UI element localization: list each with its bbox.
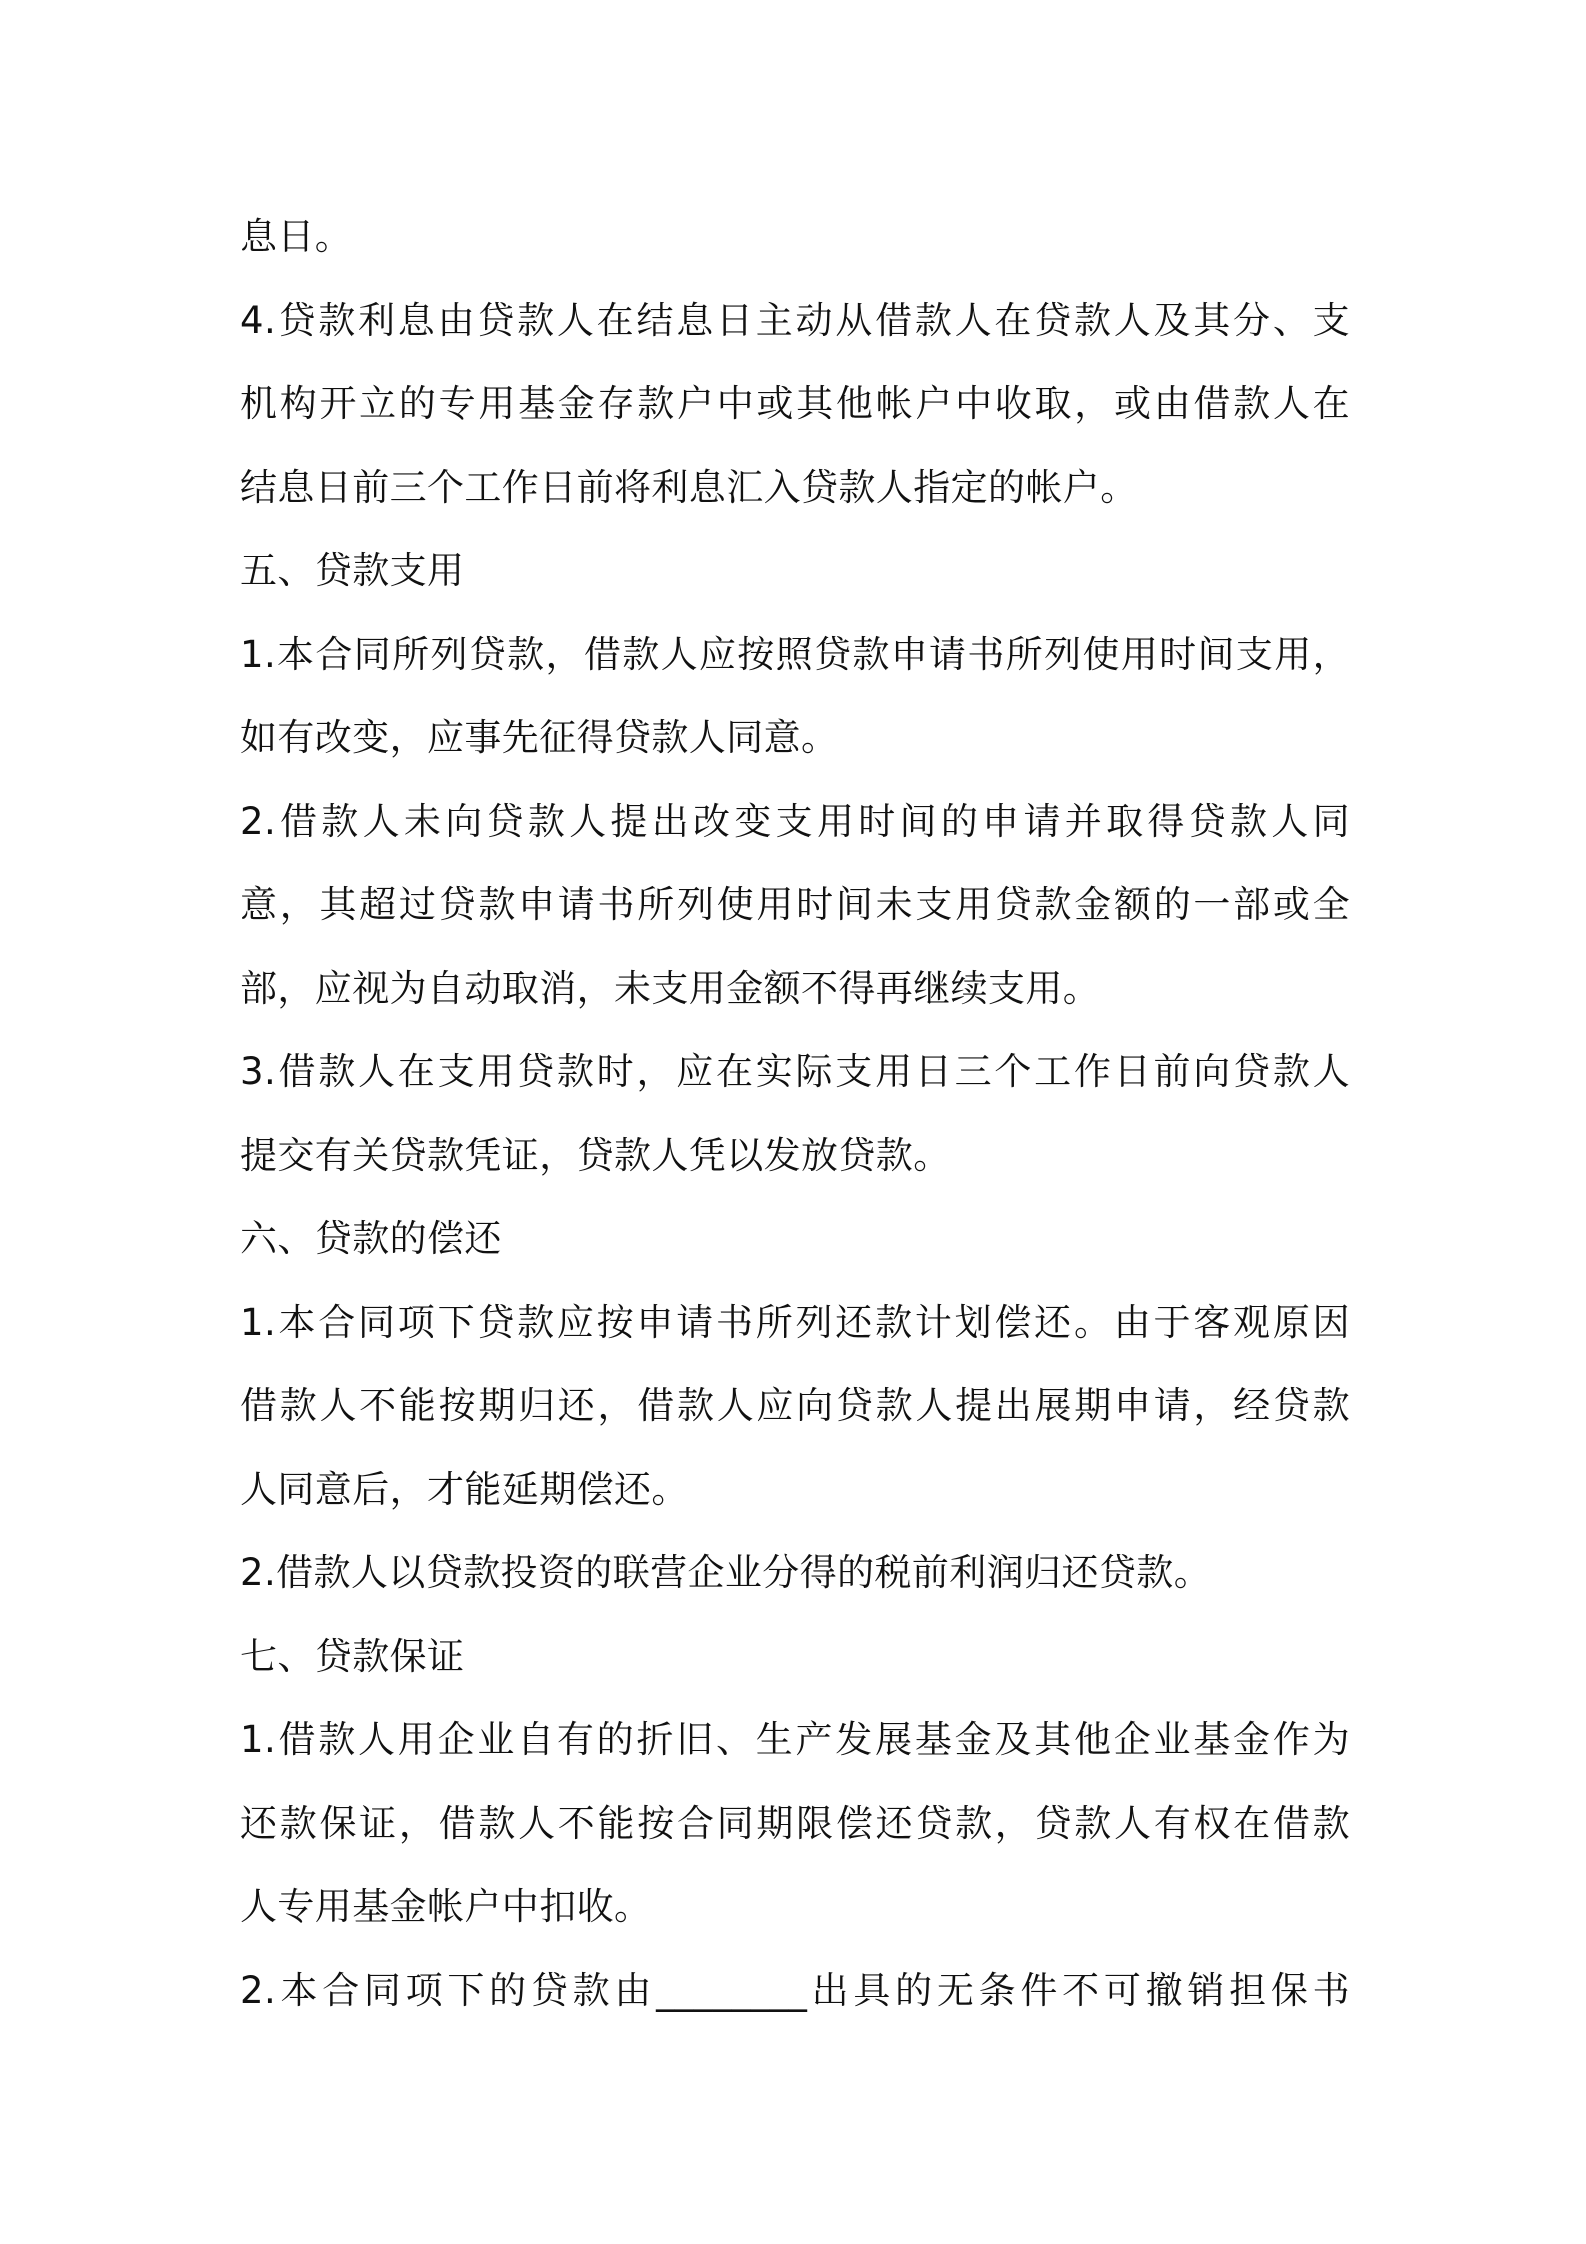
paragraph-line: 2.本合同项下的贷款由________出具的无条件不可撤销担保书 [240,1968,1350,2012]
paragraph-line: 人同意后，才能延期偿还。 [240,1467,689,1511]
paragraph-line: 还款保证，借款人不能按合同期限偿还贷款，贷款人有权在借款 [240,1801,1350,1845]
document-body [240,195,1350,2032]
paragraph-line: 1.本合同所列贷款，借款人应按照贷款申请书所列使用时间支用， [240,632,1350,676]
paragraph-line: 结息日前三个工作日前将利息汇入贷款人指定的帐户。 [240,465,1138,509]
paragraph-line: 意，其超过贷款申请书所列使用时间未支用贷款金额的一部或全 [240,883,1350,926]
section-heading: 七、贷款保证 [240,1634,465,1678]
section-heading: 六、贷款的偿还 [240,1217,502,1260]
paragraph-line: 3.借款人在支用贷款时，应在实际支用日三个工作日前向贷款人 [240,1050,1350,1093]
paragraph-line: 如有改变，应事先征得贷款人同意。 [240,716,839,759]
paragraph-line: 部，应视为自动取消，未支用金额不得再继续支用。 [240,966,1101,1010]
paragraph-line: 提交有关贷款凭证，贷款人凭以发放贷款。 [240,1133,951,1177]
paragraph-line: 1.借款人用企业自有的折旧、生产发展基金及其他企业基金作为 [240,1718,1350,1761]
paragraph-line: 2.借款人以贷款投资的联营企业分得的税前利润归还贷款。 [240,1551,1212,1594]
paragraph-line: 借款人不能按期归还，借款人应向贷款人提出展期申请，经贷款 [240,1384,1350,1427]
paragraph-line: 4.贷款利息由贷款人在结息日主动从借款人在贷款人及其分、支 [240,298,1350,342]
paragraph-line: 息日。 [240,215,353,258]
section-heading: 五、贷款支用 [240,549,465,592]
paragraph-line: 人专用基金帐户中扣收。 [240,1885,652,1928]
paragraph-line: 机构开立的专用基金存款户中或其他帐户中收取，或由借款人在 [240,382,1350,425]
paragraph-line: 2.借款人未向贷款人提出改变支用时间的申请并取得贷款人同 [240,799,1350,843]
paragraph-line: 1.本合同项下贷款应按申请书所列还款计划偿还。由于客观原因 [240,1300,1350,1344]
